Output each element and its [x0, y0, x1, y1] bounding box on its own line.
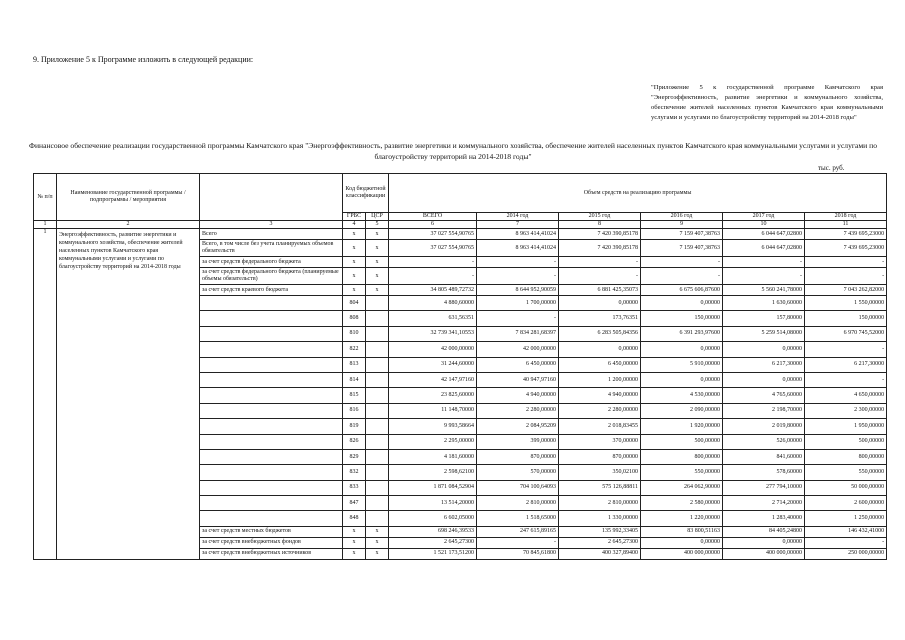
value-2018: 150,00000	[805, 311, 887, 326]
header-grbs: ГРБС	[343, 213, 366, 221]
total-value: 9 993,58664	[389, 419, 477, 434]
column-number: 11	[805, 221, 887, 229]
financing-table	[33, 173, 887, 560]
column-number: 10	[723, 221, 805, 229]
funding-source	[200, 311, 343, 326]
value-2014: 8 963 414,41024	[477, 229, 559, 240]
csr-code	[366, 403, 389, 418]
header-num: № п/п	[34, 174, 57, 221]
value-2017: 5 560 241,78000	[723, 285, 805, 296]
csr-code: х	[366, 240, 389, 257]
csr-code	[366, 449, 389, 464]
value-2018: -	[805, 342, 887, 357]
value-2015: 6 450,00000	[559, 357, 641, 372]
value-2018: -	[805, 372, 887, 387]
value-2018: 7 043 262,82000	[805, 285, 887, 296]
total-value: 2 598,62100	[389, 465, 477, 480]
total-value: -	[389, 257, 477, 268]
value-2016: 0,00000	[641, 296, 723, 311]
csr-code: х	[366, 268, 389, 285]
column-number: 8	[559, 221, 641, 229]
funding-source	[200, 465, 343, 480]
value-2015: 2 645,27300	[559, 537, 641, 548]
funding-source	[200, 511, 343, 526]
value-2017: 5 259 514,08000	[723, 326, 805, 341]
total-value: 42 147,97160	[389, 372, 477, 387]
units-label: тыс. руб.	[818, 164, 845, 172]
funding-source: за счет средств краевого бюджета	[200, 285, 343, 296]
funding-source	[200, 434, 343, 449]
total-value: 6 602,05000	[389, 511, 477, 526]
total-value: 4 880,60000	[389, 296, 477, 311]
value-2014: 2 084,95209	[477, 419, 559, 434]
header-2015: 2015 год	[559, 213, 641, 221]
total-value: 37 027 554,90765	[389, 229, 477, 240]
funding-source: Всего	[200, 229, 343, 240]
value-2016: 800,00000	[641, 449, 723, 464]
value-2015: 7 420 390,85178	[559, 240, 641, 257]
value-2017: 2 198,70000	[723, 403, 805, 418]
csr-code: х	[366, 537, 389, 548]
grbs-code: 804	[343, 296, 366, 311]
intro-text: 9. Приложение 5 к Программе изложить в следующей редакции:	[33, 55, 254, 64]
grbs-code: х	[343, 548, 366, 559]
value-2016: 5 910,00000	[641, 357, 723, 372]
value-2017: 0,00000	[723, 342, 805, 357]
value-2015: 173,76351	[559, 311, 641, 326]
value-2014: 6 450,00000	[477, 357, 559, 372]
value-2014: 870,00000	[477, 449, 559, 464]
column-number: 1	[34, 221, 57, 229]
value-2015: -	[559, 268, 641, 285]
funding-source	[200, 449, 343, 464]
grbs-code: 814	[343, 372, 366, 387]
column-number: 3	[200, 221, 343, 229]
funding-source: за счет средств федерального бюджета	[200, 257, 343, 268]
document-title: Финансовое обеспечение реализации государственной программы Камчатского края "Энергоэффективность, развитие энергетики и коммунального хозяйства, обеспечение жителей населенных пунктов Камчатского края коммунальными услугами и услугами по благоустройству территорий на 2014-2018 годы"	[28, 141, 878, 161]
csr-code	[366, 357, 389, 372]
value-2016: 7 159 407,38763	[641, 229, 723, 240]
value-2014: 399,00000	[477, 434, 559, 449]
csr-code: х	[366, 526, 389, 537]
funding-source: за счет средств внебюджетных источников	[200, 548, 343, 559]
grbs-code: х	[343, 537, 366, 548]
grbs-code: 815	[343, 388, 366, 403]
grbs-code: х	[343, 240, 366, 257]
grbs-code: 816	[343, 403, 366, 418]
value-2014: 2 810,00000	[477, 496, 559, 511]
value-2014: 8 644 952,90059	[477, 285, 559, 296]
csr-code	[366, 326, 389, 341]
grbs-code: х	[343, 285, 366, 296]
total-value: 631,56351	[389, 311, 477, 326]
value-2017: 1 283,40000	[723, 511, 805, 526]
total-value: 37 027 554,90765	[389, 240, 477, 257]
csr-code	[366, 496, 389, 511]
value-2016: 4 530,00000	[641, 388, 723, 403]
value-2014: 4 940,00000	[477, 388, 559, 403]
table-row	[34, 229, 887, 240]
value-2015: 2 810,00000	[559, 496, 641, 511]
value-2016: 6 675 606,87600	[641, 285, 723, 296]
total-value: 31 244,60000	[389, 357, 477, 372]
total-value: 1 871 084,52904	[389, 480, 477, 495]
value-2018: 1 550,00000	[805, 296, 887, 311]
csr-code: х	[366, 285, 389, 296]
grbs-code: 848	[343, 511, 366, 526]
csr-code	[366, 296, 389, 311]
value-2017: 6 217,30000	[723, 357, 805, 372]
csr-code	[366, 465, 389, 480]
header-csr: ЦСР	[366, 213, 389, 221]
grbs-code: 813	[343, 357, 366, 372]
value-2018: 800,00000	[805, 449, 887, 464]
csr-code	[366, 480, 389, 495]
value-2014: 570,00000	[477, 465, 559, 480]
grbs-code: 833	[343, 480, 366, 495]
grbs-code: 810	[343, 326, 366, 341]
value-2017: 526,00000	[723, 434, 805, 449]
value-2017: 1 630,60000	[723, 296, 805, 311]
grbs-code: 808	[343, 311, 366, 326]
value-2016: 0,00000	[641, 342, 723, 357]
value-2016: 0,00000	[641, 537, 723, 548]
value-2018: 7 439 695,23000	[805, 240, 887, 257]
value-2017: 2 714,20000	[723, 496, 805, 511]
funding-source	[200, 403, 343, 418]
value-2014: 8 963 414,41024	[477, 240, 559, 257]
value-2014: -	[477, 268, 559, 285]
value-2014: 42 000,00000	[477, 342, 559, 357]
header-2016: 2016 год	[641, 213, 723, 221]
value-2018: 50 000,00000	[805, 480, 887, 495]
header-2014: 2014 год	[477, 213, 559, 221]
value-2014: 70 845,61800	[477, 548, 559, 559]
total-value: 2 295,00000	[389, 434, 477, 449]
value-2015: 0,00000	[559, 296, 641, 311]
program-number: 1	[34, 229, 57, 560]
value-2018: 2 600,00000	[805, 496, 887, 511]
total-value: 4 181,60000	[389, 449, 477, 464]
value-2014: 1 700,00000	[477, 296, 559, 311]
csr-code: х	[366, 257, 389, 268]
grbs-code: 829	[343, 449, 366, 464]
value-2014: -	[477, 311, 559, 326]
column-number: 4	[343, 221, 366, 229]
value-2015: 350,02100	[559, 465, 641, 480]
header-volume: Объем средств на реализацию программы	[389, 174, 887, 213]
value-2015: 2 280,00000	[559, 403, 641, 418]
value-2018: -	[805, 268, 887, 285]
value-2017: -	[723, 257, 805, 268]
value-2017: 84 405,24800	[723, 526, 805, 537]
value-2014: 704 100,64093	[477, 480, 559, 495]
grbs-code: 822	[343, 342, 366, 357]
value-2015: 575 126,88811	[559, 480, 641, 495]
appendix-note: "Приложение 5 к государственной программе Камчатского края "Энергоэффективность, развитие энергетики и коммунального хозяйства, обеспечение жителей населенных пунктов Камчатского края коммунальными услугами и услугами по благоустройству территорий на 2014-2018 годы"	[651, 84, 883, 121]
value-2018: 2 300,00000	[805, 403, 887, 418]
value-2018: 500,00000	[805, 434, 887, 449]
value-2016: 83 800,51163	[641, 526, 723, 537]
csr-code: х	[366, 229, 389, 240]
total-value: 34 805 489,72732	[389, 285, 477, 296]
value-2014: 7 834 281,68397	[477, 326, 559, 341]
value-2015: 6 283 505,84356	[559, 326, 641, 341]
value-2017: 6 044 647,02800	[723, 229, 805, 240]
value-2018: 6 970 745,52000	[805, 326, 887, 341]
value-2015: 0,00000	[559, 342, 641, 357]
value-2016: 264 062,90000	[641, 480, 723, 495]
csr-code	[366, 419, 389, 434]
header-code: Код бюджетной классификации	[343, 174, 389, 213]
grbs-code: х	[343, 526, 366, 537]
value-2015: 7 420 390,85178	[559, 229, 641, 240]
funding-source: за счет средств федерального бюджета (планируемые объемы обязательств)	[200, 268, 343, 285]
header-total: ВСЕГО	[389, 213, 477, 221]
funding-source	[200, 372, 343, 387]
value-2016: 1 920,00000	[641, 419, 723, 434]
program-name: Энергоэффективность, развитие энергетики и коммунального хозяйства, обеспечение жителей населенных пунктов Камчатского края коммунальными услугами и услугами по благоустройству территорий на 2014-2018 годы	[57, 229, 200, 560]
value-2016: 2 580,00000	[641, 496, 723, 511]
value-2015: 870,00000	[559, 449, 641, 464]
total-value: 32 739 341,10553	[389, 326, 477, 341]
csr-code: х	[366, 548, 389, 559]
value-2018: 1 250,00000	[805, 511, 887, 526]
value-2014: 2 280,00000	[477, 403, 559, 418]
value-2017: 0,00000	[723, 372, 805, 387]
value-2018: -	[805, 257, 887, 268]
funding-source	[200, 388, 343, 403]
funding-source	[200, 342, 343, 357]
total-value: 2 645,27300	[389, 537, 477, 548]
value-2014: 1 518,65000	[477, 511, 559, 526]
funding-source	[200, 326, 343, 341]
value-2016: 1 220,00000	[641, 511, 723, 526]
csr-code	[366, 434, 389, 449]
value-2016: 7 159 407,38763	[641, 240, 723, 257]
value-2014: 247 615,89165	[477, 526, 559, 537]
value-2018: 250 000,00000	[805, 548, 887, 559]
funding-source	[200, 480, 343, 495]
value-2015: 1 330,00000	[559, 511, 641, 526]
column-number: 2	[57, 221, 200, 229]
value-2016: 2 090,00000	[641, 403, 723, 418]
value-2018: 1 950,00000	[805, 419, 887, 434]
grbs-code: 826	[343, 434, 366, 449]
value-2015: 1 200,00000	[559, 372, 641, 387]
column-numbers-row	[34, 221, 887, 229]
column-number: 9	[641, 221, 723, 229]
value-2017: 6 044 647,02800	[723, 240, 805, 257]
value-2017: 841,60000	[723, 449, 805, 464]
value-2016: 400 000,00000	[641, 548, 723, 559]
value-2018: 4 650,00000	[805, 388, 887, 403]
funding-source	[200, 357, 343, 372]
value-2015: 400 327,89400	[559, 548, 641, 559]
value-2014: -	[477, 537, 559, 548]
value-2016: 550,00000	[641, 465, 723, 480]
value-2018: 6 217,30000	[805, 357, 887, 372]
total-value: 698 246,39533	[389, 526, 477, 537]
total-value: 1 521 173,51200	[389, 548, 477, 559]
value-2015: 6 881 425,35073	[559, 285, 641, 296]
value-2018: 7 439 695,23000	[805, 229, 887, 240]
column-number: 5	[366, 221, 389, 229]
csr-code	[366, 372, 389, 387]
value-2014: -	[477, 257, 559, 268]
value-2017: 277 794,10000	[723, 480, 805, 495]
header-2018: 2018 год	[805, 213, 887, 221]
value-2017: 0,00000	[723, 537, 805, 548]
value-2016: 500,00000	[641, 434, 723, 449]
value-2018: 550,00000	[805, 465, 887, 480]
grbs-code: 819	[343, 419, 366, 434]
grbs-code: 847	[343, 496, 366, 511]
value-2016: 6 391 293,97600	[641, 326, 723, 341]
value-2017: 400 000,00000	[723, 548, 805, 559]
grbs-code: х	[343, 257, 366, 268]
total-value: 23 825,60000	[389, 388, 477, 403]
value-2017: 578,60000	[723, 465, 805, 480]
value-2016: -	[641, 268, 723, 285]
value-2017: 157,80000	[723, 311, 805, 326]
funding-source	[200, 496, 343, 511]
value-2015: -	[559, 257, 641, 268]
total-value: 13 514,20000	[389, 496, 477, 511]
grbs-code: х	[343, 268, 366, 285]
value-2015: 4 940,00000	[559, 388, 641, 403]
value-2015: 2 018,83455	[559, 419, 641, 434]
funding-source: Всего, в том числе без учета планируемых объемов обязательств	[200, 240, 343, 257]
funding-source	[200, 296, 343, 311]
value-2016: 0,00000	[641, 372, 723, 387]
value-2018: -	[805, 537, 887, 548]
value-2016: -	[641, 257, 723, 268]
total-value: 42 000,00000	[389, 342, 477, 357]
funding-source	[200, 419, 343, 434]
header-2017: 2017 год	[723, 213, 805, 221]
value-2015: 135 992,33405	[559, 526, 641, 537]
grbs-code: 832	[343, 465, 366, 480]
csr-code	[366, 388, 389, 403]
grbs-code: х	[343, 229, 366, 240]
value-2018: 146 432,41000	[805, 526, 887, 537]
total-value: 11 148,70000	[389, 403, 477, 418]
funding-source: за счет средств местных бюджетов	[200, 526, 343, 537]
value-2017: 4 765,60000	[723, 388, 805, 403]
csr-code	[366, 511, 389, 526]
header-name: Наименование государственной программы / подпрограммы / мероприятия	[57, 174, 200, 221]
column-number: 7	[477, 221, 559, 229]
value-2017: -	[723, 268, 805, 285]
total-value: -	[389, 268, 477, 285]
value-2016: 150,00000	[641, 311, 723, 326]
value-2014: 40 947,97160	[477, 372, 559, 387]
csr-code	[366, 311, 389, 326]
funding-source: за счет средств внебюджетных фондов	[200, 537, 343, 548]
csr-code	[366, 342, 389, 357]
value-2017: 2 019,80000	[723, 419, 805, 434]
column-number: 6	[389, 221, 477, 229]
value-2015: 370,00000	[559, 434, 641, 449]
header-empty	[200, 174, 343, 221]
